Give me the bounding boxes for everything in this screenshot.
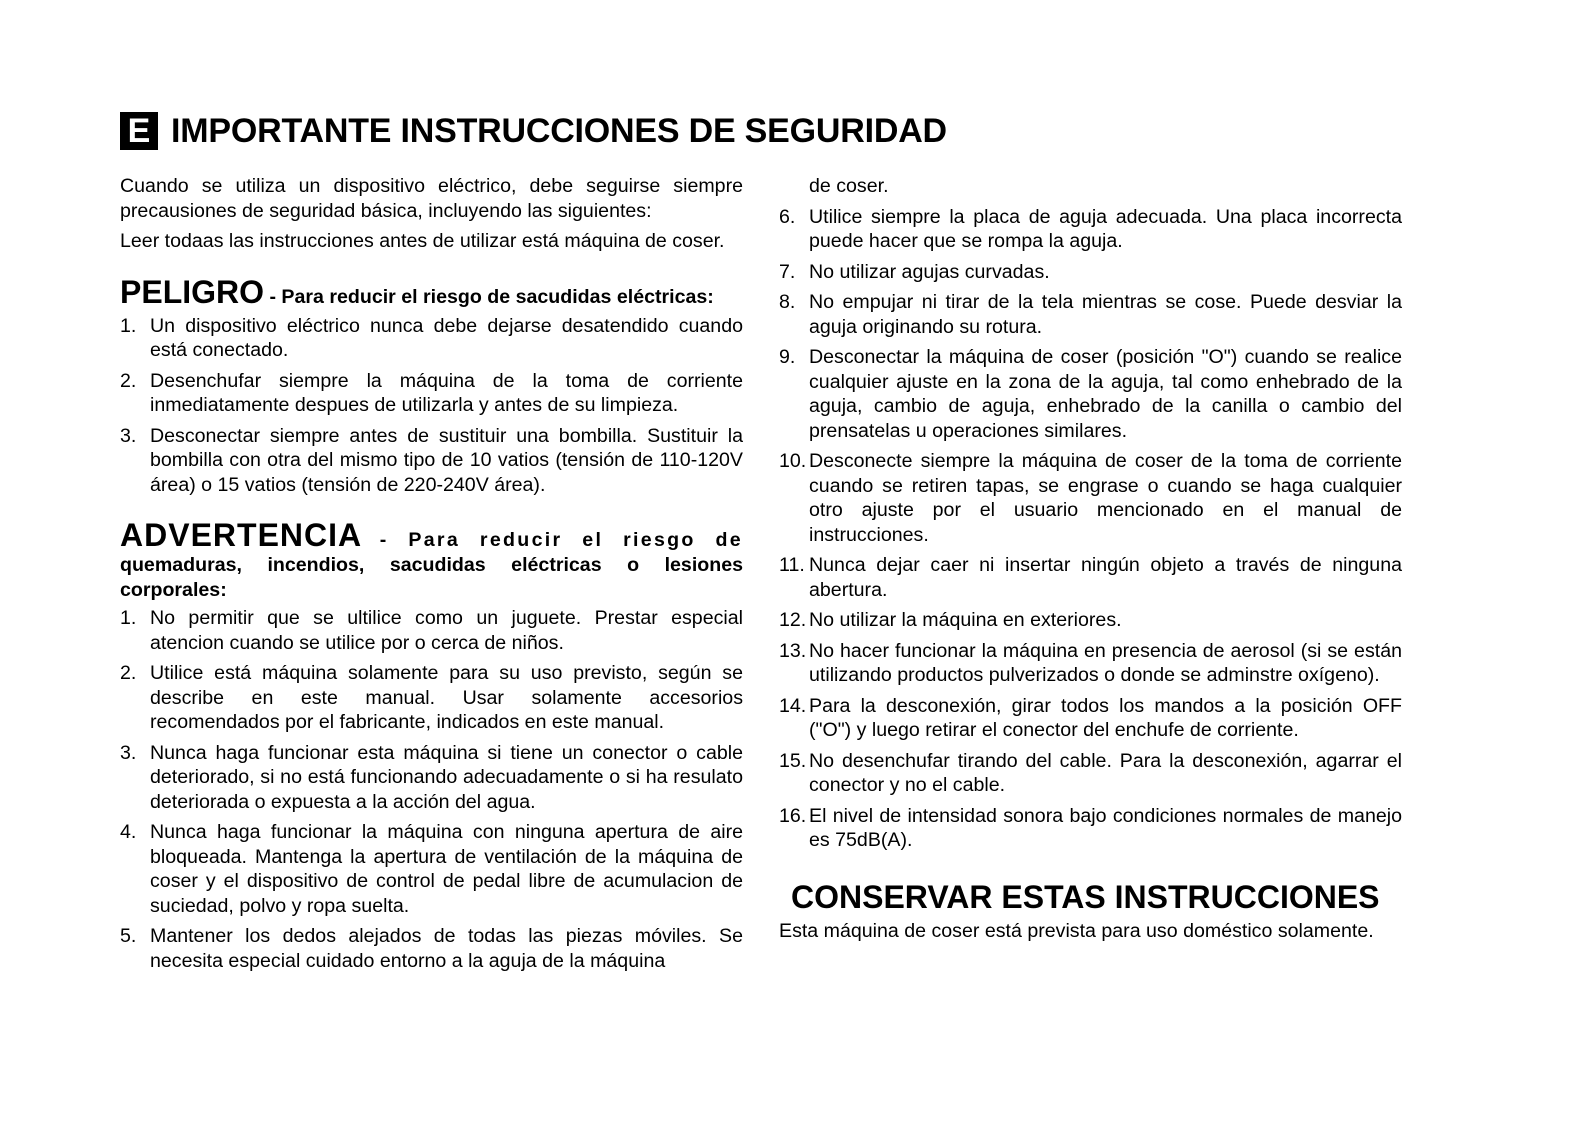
keep-instructions-text: Esta máquina de coser está prevista para uso doméstico solamente.	[779, 919, 1374, 942]
item-number: 8.	[779, 291, 796, 313]
item-number: 3.	[120, 741, 137, 764]
item-text: Desconectar la máquina de coser (posición "O") cuando se realice cualquier ajuste en la zona de la aguja, tal como enhebrado de la aguja, cambio de aguja, enhebrado de la canilla o cambio del prensatelas u operaciones similares.	[809, 346, 1402, 442]
item-text: Nunca dejar caer ni insertar ningún objeto a través de ninguna abertura.	[809, 554, 1402, 601]
item-number: 1.	[120, 314, 137, 337]
warning-subtitle-1: - Para reducir el riesgo de	[379, 529, 743, 551]
list-item	[120, 924, 743, 973]
danger-list	[120, 314, 743, 498]
item-text: Desenchufar siempre la máquina de la toma de corriente inmediatamente despues de utilizarla y antes de su limpieza.	[150, 369, 743, 416]
item-number: 5.	[120, 925, 137, 947]
item-text: No utilizar agujas curvadas.	[809, 260, 1050, 283]
list-item	[779, 290, 1402, 339]
list-item	[779, 608, 1402, 633]
item-text: Nunca haga funcionar la máquina con ninguna apertura de aire bloqueada. Mantenga la apertura de ventilación de la máquina de coser y el dispositivo de control de pedal libre de acumulacion de suciedad, polvo y ropa suelta.	[150, 821, 743, 917]
warning-label: ADVERTENCIA	[120, 517, 363, 553]
danger-label: PELIGRO	[120, 273, 265, 310]
item-number: 12.	[779, 609, 807, 631]
language-badge: E	[120, 112, 158, 150]
item-text: No desenchufar tirando del cable. Para la desconexión, agarrar el conector y no el cable.	[809, 749, 1402, 796]
list-item	[779, 205, 1402, 254]
list-item	[779, 749, 1402, 798]
item-number: 1.	[120, 607, 137, 629]
item-text: Un dispositivo eléctrico nunca debe dejarse desatendido cuando está conectado.	[150, 314, 743, 361]
item-text: Desconecte siempre la máquina de coser de la toma de corriente cuando se retiren tapas, se engrase o cuando se haga cualquier otro ajuste por el usuario mencionado en el manual de instrucciones.	[809, 450, 1402, 546]
page-title: IMPORTANTE INSTRUCCIONES DE SEGURIDAD	[171, 112, 947, 150]
intro-paragraph-2: Leer todaas las instrucciones antes de utilizar está máquina de coser.	[120, 230, 725, 252]
item-number: 16.	[779, 804, 807, 827]
list-item	[120, 606, 743, 655]
list-item	[779, 553, 1402, 602]
left-column	[120, 174, 743, 979]
list-item	[779, 345, 1402, 443]
warning-list-right	[779, 205, 1402, 853]
item-number: 4.	[120, 821, 137, 843]
item-text: Desconectar siempre antes de sustituir una bombilla. Sustituir la bombilla con otra del mismo tipo de 10 vatios (tensión de 110-120V área) o 15 vatios (tensión de 220-240V área).	[150, 424, 743, 496]
item-number: 7.	[779, 260, 796, 283]
list-item	[120, 314, 743, 363]
item-text: Nunca haga funcionar esta máquina si tiene un conector o cable deteriorado, si no está funcionando adecuadamente o si ha resulato deteriorada o expuesta a la acción del agua.	[150, 741, 743, 813]
intro-paragraph-1: Cuando se utiliza un dispositivo eléctrico, debe seguirse siempre precausiones de seguridad básica, incluyendo las siguientes:	[120, 175, 743, 222]
item-number: 15.	[779, 749, 807, 772]
item-number: 2.	[120, 662, 137, 684]
list-item	[120, 820, 743, 918]
item-text: Utilice siempre la placa de aguja adecuada. Una placa incorrecta puede hacer que se rompa la aguja.	[809, 205, 1402, 252]
danger-heading	[120, 274, 743, 310]
item-number: 14.	[779, 694, 807, 717]
item-number: 10.	[779, 450, 807, 472]
item-text: Utilice está máquina solamente para su uso previsto, según se describe en este manual. Usar solamente accesorios recomendados por el fabricante, indicados en este manual.	[150, 662, 743, 733]
list-item	[779, 694, 1402, 743]
list-item	[779, 639, 1402, 688]
item-number: 2.	[120, 369, 137, 392]
intro-section	[120, 174, 743, 254]
item-text: No permitir que se ultilice como un juguete. Prestar especial atencion cuando se utilice por o cerca de niños.	[150, 607, 743, 654]
list-item	[120, 661, 743, 735]
danger-subtitle: - Para reducir el riesgo de sacudidas eléctricas:	[269, 285, 714, 308]
list-item	[120, 424, 743, 498]
item-text: No utilizar la máquina en exteriores.	[809, 609, 1122, 631]
list-item	[120, 369, 743, 418]
item-5-continuation: de coser.	[809, 175, 889, 197]
warning-subtitle-2: quemaduras, incendios, sacudidas eléctricas o lesiones corporales:	[120, 554, 743, 601]
item-text: No empujar ni tirar de la tela mientras se cose. Puede desviar la aguja originando su rotura.	[809, 291, 1402, 338]
keep-instructions-heading: CONSERVAR ESTAS INSTRUCCIONES	[791, 878, 1380, 915]
warning-list-left	[120, 606, 743, 973]
right-column	[779, 174, 1402, 943]
list-item	[779, 449, 1402, 547]
list-item	[779, 804, 1402, 853]
list-item	[779, 260, 1402, 285]
list-item	[120, 741, 743, 815]
item-number: 11.	[779, 554, 805, 576]
item-number: 3.	[120, 424, 137, 447]
warning-heading	[120, 517, 743, 602]
item-text: Para la desconexión, girar todos los mandos a la posición OFF ("O") y luego retirar el conector del enchufe de corriente.	[809, 694, 1402, 741]
item-number: 9.	[779, 346, 796, 368]
page-header	[120, 110, 947, 152]
item-number: 6.	[779, 205, 796, 228]
item-number: 13.	[779, 639, 807, 662]
item-text: El nivel de intensidad sonora bajo condiciones normales de manejo es 75dB(A).	[809, 804, 1402, 851]
item-text: Mantener los dedos alejados de todas las piezas móviles. Se necesita especial cuidado entorno a la aguja de la máquina	[150, 925, 743, 972]
item-text: No hacer funcionar la máquina en presencia de aerosol (si se están utilizando productos pulverizados o donde se adminstre oxígeno).	[809, 639, 1402, 686]
